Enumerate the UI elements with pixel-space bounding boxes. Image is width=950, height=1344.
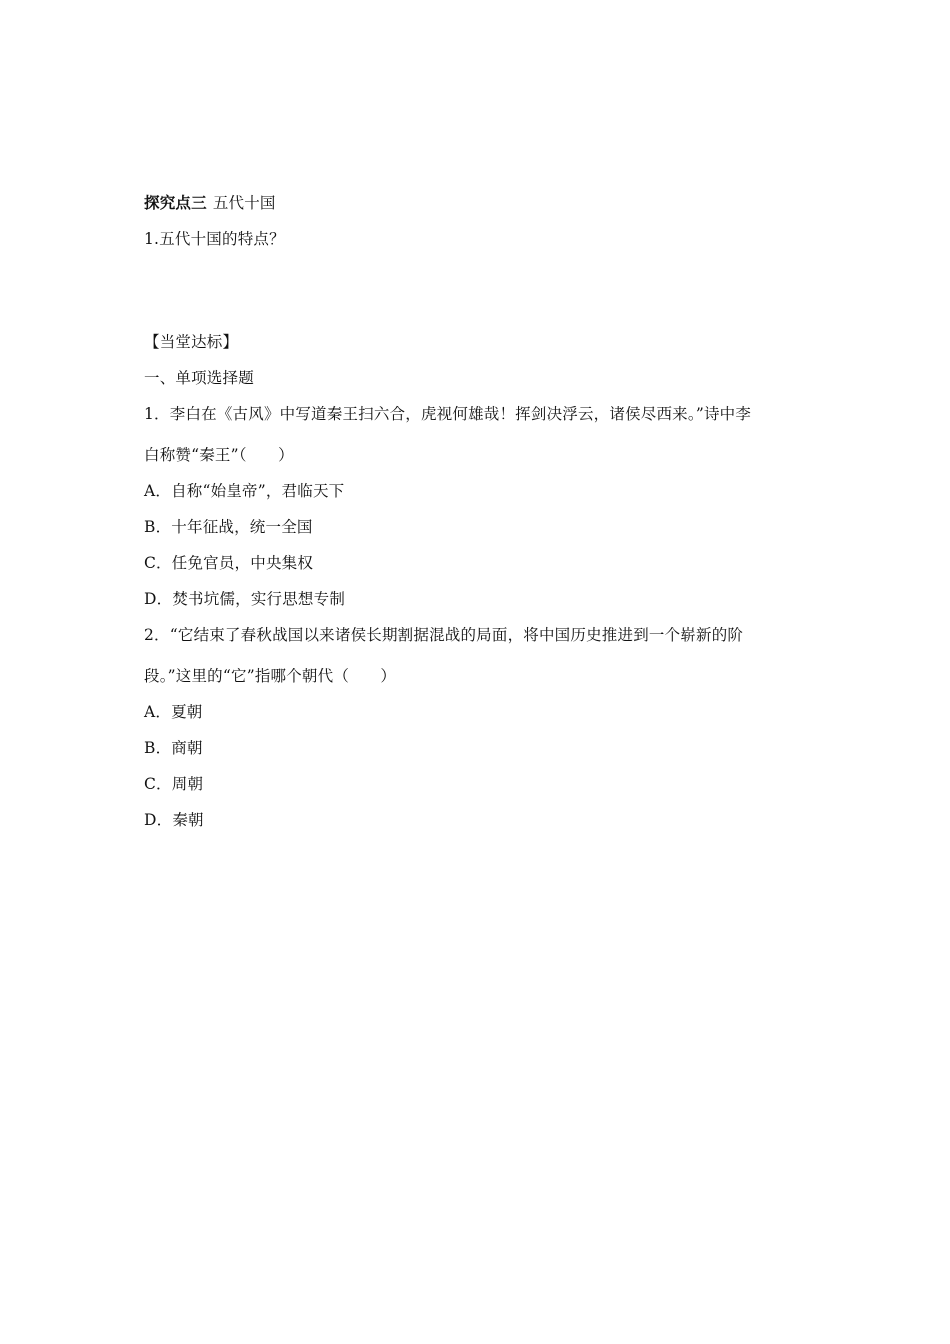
question-1-option-d: D．焚书坑儒，实行思想专制 [144, 590, 346, 608]
question-2-option-c: C．周朝 [144, 775, 204, 793]
practice-title: 【当堂达标】 [144, 333, 239, 351]
part-heading: 一、单项选择题 [144, 369, 254, 387]
question-1-option-b: B．十年征战，统一全国 [144, 518, 313, 536]
question-1-line-1: 1．李白在《古风》中写道秦王扫六合，虎视何雄哉！挥剑决浮云，诸侯尽西来。”诗中李 [144, 405, 752, 423]
question-2-line-1: 2．“它结束了春秋战国以来诸侯长期割据混战的局面，将中国历史推进到一个崭新的阶 [144, 626, 744, 644]
question-2-option-d: D．秦朝 [144, 811, 204, 829]
question-1-option-a: A．自称“始皇帝”，君临天下 [144, 482, 345, 500]
question-2-line-2: 段。”这里的“它”指哪个朝代（ ） [144, 667, 397, 685]
question-1-option-c: C．任免官员，中央集权 [144, 554, 314, 572]
question-1-line-2: 白称赞“秦王”（ ） [144, 446, 294, 464]
section-heading-topic: 五代十国 [212, 194, 276, 212]
section-heading [144, 193, 276, 213]
section-heading-label: 探究点三 [144, 193, 207, 212]
question-2-option-a: A．夏朝 [144, 703, 203, 721]
inquiry-question: 1.五代十国的特点？ [144, 230, 285, 248]
question-2-option-b: B．商朝 [144, 739, 203, 757]
